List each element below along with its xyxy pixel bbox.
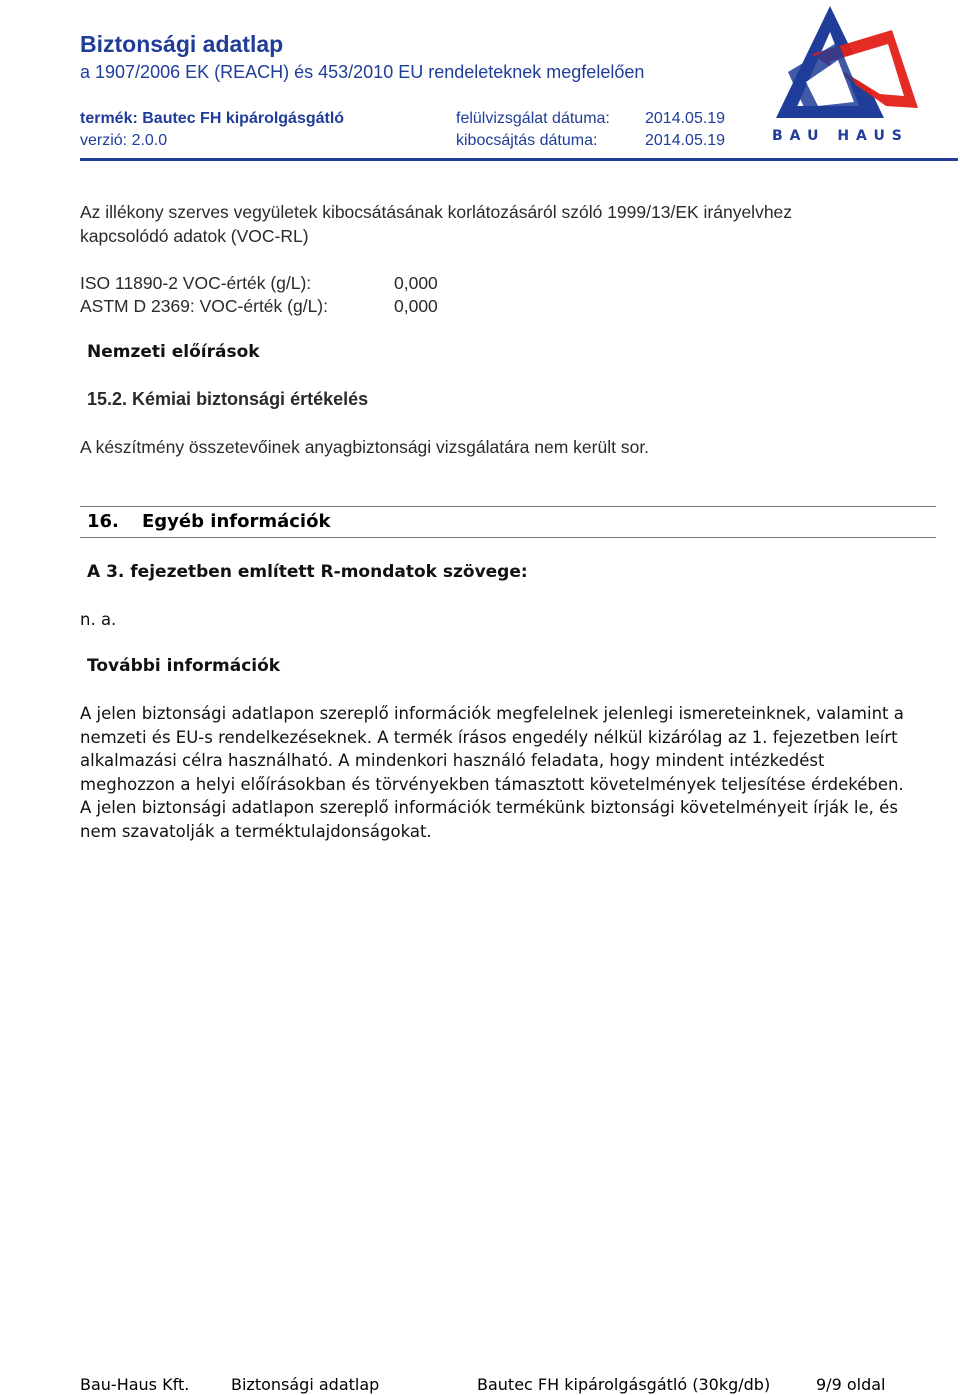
further-info-paragraph bbox=[80, 702, 940, 843]
voc-row-value: 0,000 bbox=[394, 296, 438, 316]
document-title: Biztonsági adatlap bbox=[80, 31, 284, 57]
product-name: termék: Bautec FH kipárolgásgátló bbox=[80, 110, 345, 127]
paragraph-line: meghozzon a helyi előírásokban és törvényekben támasztott követelmények teljesítése érdekében. bbox=[80, 774, 904, 794]
issue-date: 2014.05.19 bbox=[645, 132, 726, 149]
section-15-2-heading: 15.2. Kémiai biztonsági értékelés bbox=[87, 389, 369, 409]
voc-intro-line-1: Az illékony szerves vegyületek kibocsátásának korlátozásáról szóló 1999/13/EK irányelvhez bbox=[80, 202, 793, 222]
paragraph-line: A jelen biztonsági adatlapon szereplő információk termékünk biztonsági követelményeit írják le, és bbox=[80, 798, 898, 817]
rphrases-heading: A 3. fejezetben említett R-mondatok szövege: bbox=[87, 562, 528, 582]
header-rule bbox=[80, 158, 958, 161]
paragraph-line: A jelen biztonsági adatlapon szereplő információk megfelelnek jelenlegi ismereteinknek, valamint a bbox=[80, 704, 904, 723]
bauhaus-logo-text: BAU HAUS bbox=[772, 128, 909, 144]
footer-product: Bautec FH kipárolgásgátló (30kg/db) bbox=[477, 1375, 771, 1394]
paragraph-line: alkalmazási célra használható. A mindenkori használó feladata, hogy mindent intézkedést bbox=[80, 751, 825, 770]
section-15-2-text: A készítmény összetevőinek anyagbiztonsági vizsgálatára nem került sor. bbox=[80, 437, 650, 457]
footer-document: Biztonsági adatlap bbox=[231, 1375, 380, 1394]
section-16-title: Egyéb információk bbox=[142, 511, 331, 532]
bauhaus-logo-mark bbox=[768, 2, 924, 148]
bauhaus-logo bbox=[768, 2, 924, 148]
section-16-header bbox=[80, 506, 936, 538]
paragraph-line: nemzeti és EU-s rendelkezéseknek. A termék írásos engedély nélkül kizárólag az 1. fejezetben leírt bbox=[80, 727, 898, 747]
voc-row-value: 0,000 bbox=[394, 273, 438, 293]
footer-company: Bau-Haus Kft. bbox=[80, 1375, 190, 1394]
footer-page-number: 9/9 oldal bbox=[816, 1375, 886, 1394]
issue-date-label: kibocsájtás dátuma: bbox=[456, 132, 598, 149]
voc-intro-line-2: kapcsolódó adatok (VOC-RL) bbox=[80, 226, 309, 246]
further-info-heading: További információk bbox=[87, 656, 281, 676]
rphrases-value: n. a. bbox=[80, 610, 117, 629]
national-heading: Nemzeti előírások bbox=[87, 342, 260, 362]
document-subtitle: a 1907/2006 EK (REACH) és 453/2010 EU rendeleteknek megfelelően bbox=[80, 62, 645, 82]
voc-row-label: ASTM D 2369: VOC-érték (g/L): bbox=[80, 296, 328, 316]
section-16-number: 16. bbox=[87, 511, 119, 532]
review-date-label: felülvizsgálat dátuma: bbox=[456, 110, 610, 127]
review-date: 2014.05.19 bbox=[645, 110, 726, 127]
voc-row-label: ISO 11890-2 VOC-érték (g/L): bbox=[80, 273, 312, 293]
version: verzió: 2.0.0 bbox=[80, 132, 168, 149]
paragraph-line: nem szavatolják a terméktulajdonságokat. bbox=[80, 821, 432, 841]
